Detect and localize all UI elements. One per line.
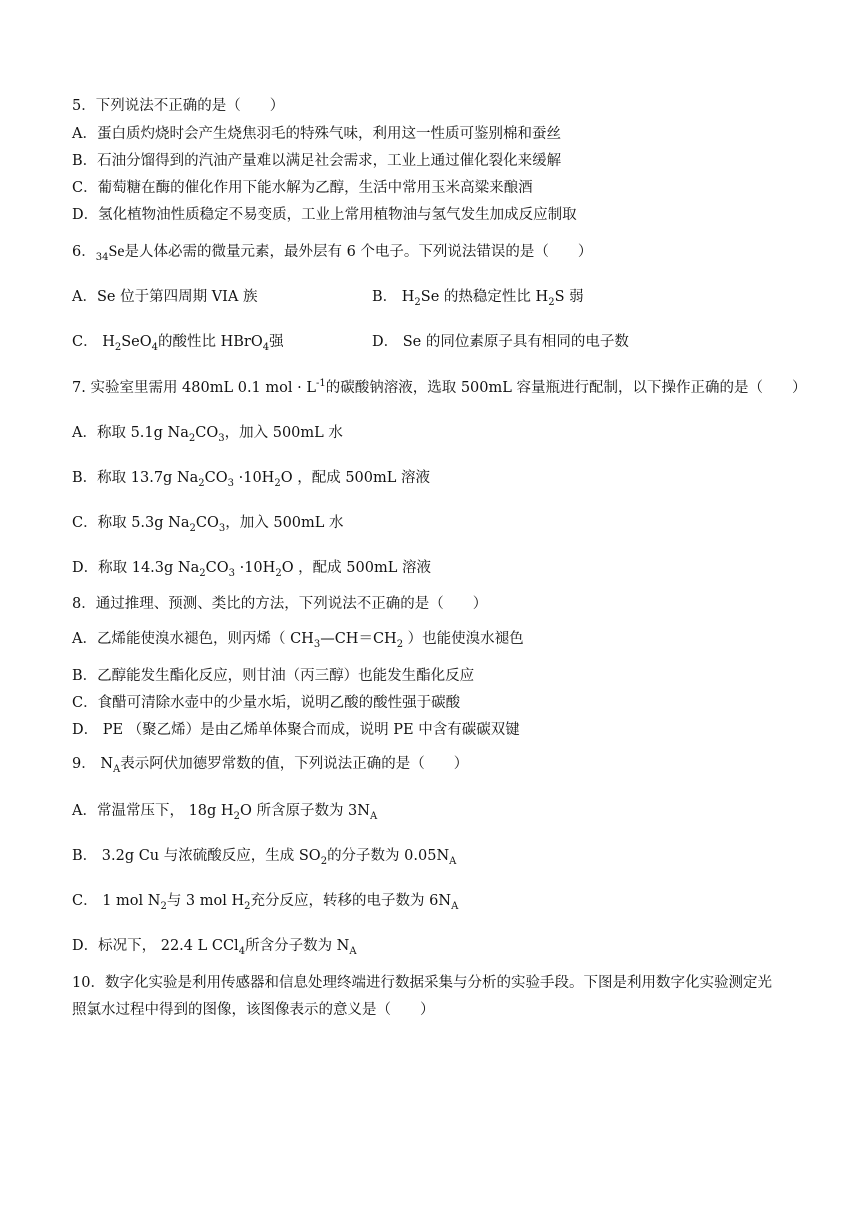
q9-option-b: B． 3.2g Cu 与浓硫酸反应，生成 $SO_2$的分子数为 $0.05N_A$	[72, 848, 457, 867]
q5-option-b: B．石油分馏得到的汽油产量难以满足社会需求，工业上通过催化裂化来缓解	[72, 153, 562, 169]
q5-option-c: C．葡萄糖在酶的催化作用下能水解为乙醇，生活中常用玉米高粱来酿酒	[72, 180, 533, 196]
q7-option-c: C．称取 5.3g $Na_2CO_3$，加入 500mL 水	[72, 515, 344, 534]
q6-number: 6．	[72, 244, 96, 260]
q6-stem	[72, 242, 592, 262]
q6-option-a: A．Se 位于第四周期 VIA 族	[72, 289, 258, 305]
q7-stem: 7. 实验室里需用 480mL 0.1 mol · $L^{-1}$的碳酸钠溶液，选取 500mL 容量瓶进行配制，以下操作正确的是（ ）	[72, 378, 807, 396]
q9-option-a: A．常温常压下， 18g $H_2O$ 所含原子数为 $3N_A$	[72, 803, 378, 822]
q7-option-d: D．称取 14.3g $Na_2CO_3 \cdot 10H_2O$ ，配成 500mL 溶液	[72, 560, 431, 579]
q8-option-d: D． PE （聚乙烯）是由乙烯单体聚合而成，说明 PE 中含有碳碳双键	[72, 722, 520, 738]
q8-stem: 8．通过推理、预测、类比的方法，下列说法不正确的是（ ）	[72, 596, 488, 612]
q10-stem-line2: 照氯水过程中得到的图像，该图像表示的意义是（ ）	[72, 1002, 435, 1018]
q6-option-b: B． $H_2Se$ 的热稳定性比 $H_2S$ 弱	[372, 289, 584, 308]
q5-stem: 5．下列说法不正确的是（ ）	[72, 98, 285, 114]
q9-option-c: C． 1 mol $N_2$与 3 mol $H_2$充分反应，转移的电子数为 $6N_A$	[72, 893, 459, 912]
q6-stem-text: 是人体必需的微量元素，最外层有 6 个电子。下列说法错误的是（ ）	[124, 244, 593, 260]
q6-atomic-number: 34	[95, 251, 109, 263]
q7-option-a: A．称取 5.1g $Na_2CO_3$，加入 500mL 水	[72, 425, 343, 444]
q5-option-a: A．蛋白质灼烧时会产生烧焦羽毛的特殊气味，利用这一性质可鉴别棉和蚕丝	[72, 126, 561, 142]
q10-stem-line1: 10．数字化实验是利用传感器和信息处理终端进行数据采集与分析的实验手段。下图是利用数字化实验测定光	[72, 975, 772, 991]
q5-option-d: D．氢化植物油性质稳定不易变质，工业上常用植物油与氢气发生加成反应制取	[72, 207, 577, 223]
q8-option-b: B．乙醇能发生酯化反应，则甘油（丙三醇）也能发生酯化反应	[72, 668, 475, 684]
q6-element: Se	[108, 243, 125, 260]
q7-option-b: B．称取 13.7g $Na_2CO_3 \cdot 10H_2O$ ，配成 500mL 溶液	[72, 470, 430, 489]
q6-option-c: C． $H_2SeO_4$的酸性比 HBrO$_4$强	[72, 334, 284, 353]
q8-option-c: C．食醋可清除水壶中的少量水垢，说明乙酸的酸性强于碳酸	[72, 695, 461, 711]
q9-option-d: D．标况下， 22.4 L CCl$_4$所含分子数为 $N_A$	[72, 938, 357, 957]
q9-stem: 9． $N_A$表示阿伏加德罗常数的值，下列说法正确的是（ ）	[72, 756, 469, 775]
q8-option-a: A．乙烯能使溴水褪色，则丙烯（ $CH_3—CH=CH_2$ ）也能使溴水褪色	[72, 631, 524, 650]
q6-option-d: D． Se 的同位素原子具有相同的电子数	[372, 334, 629, 350]
